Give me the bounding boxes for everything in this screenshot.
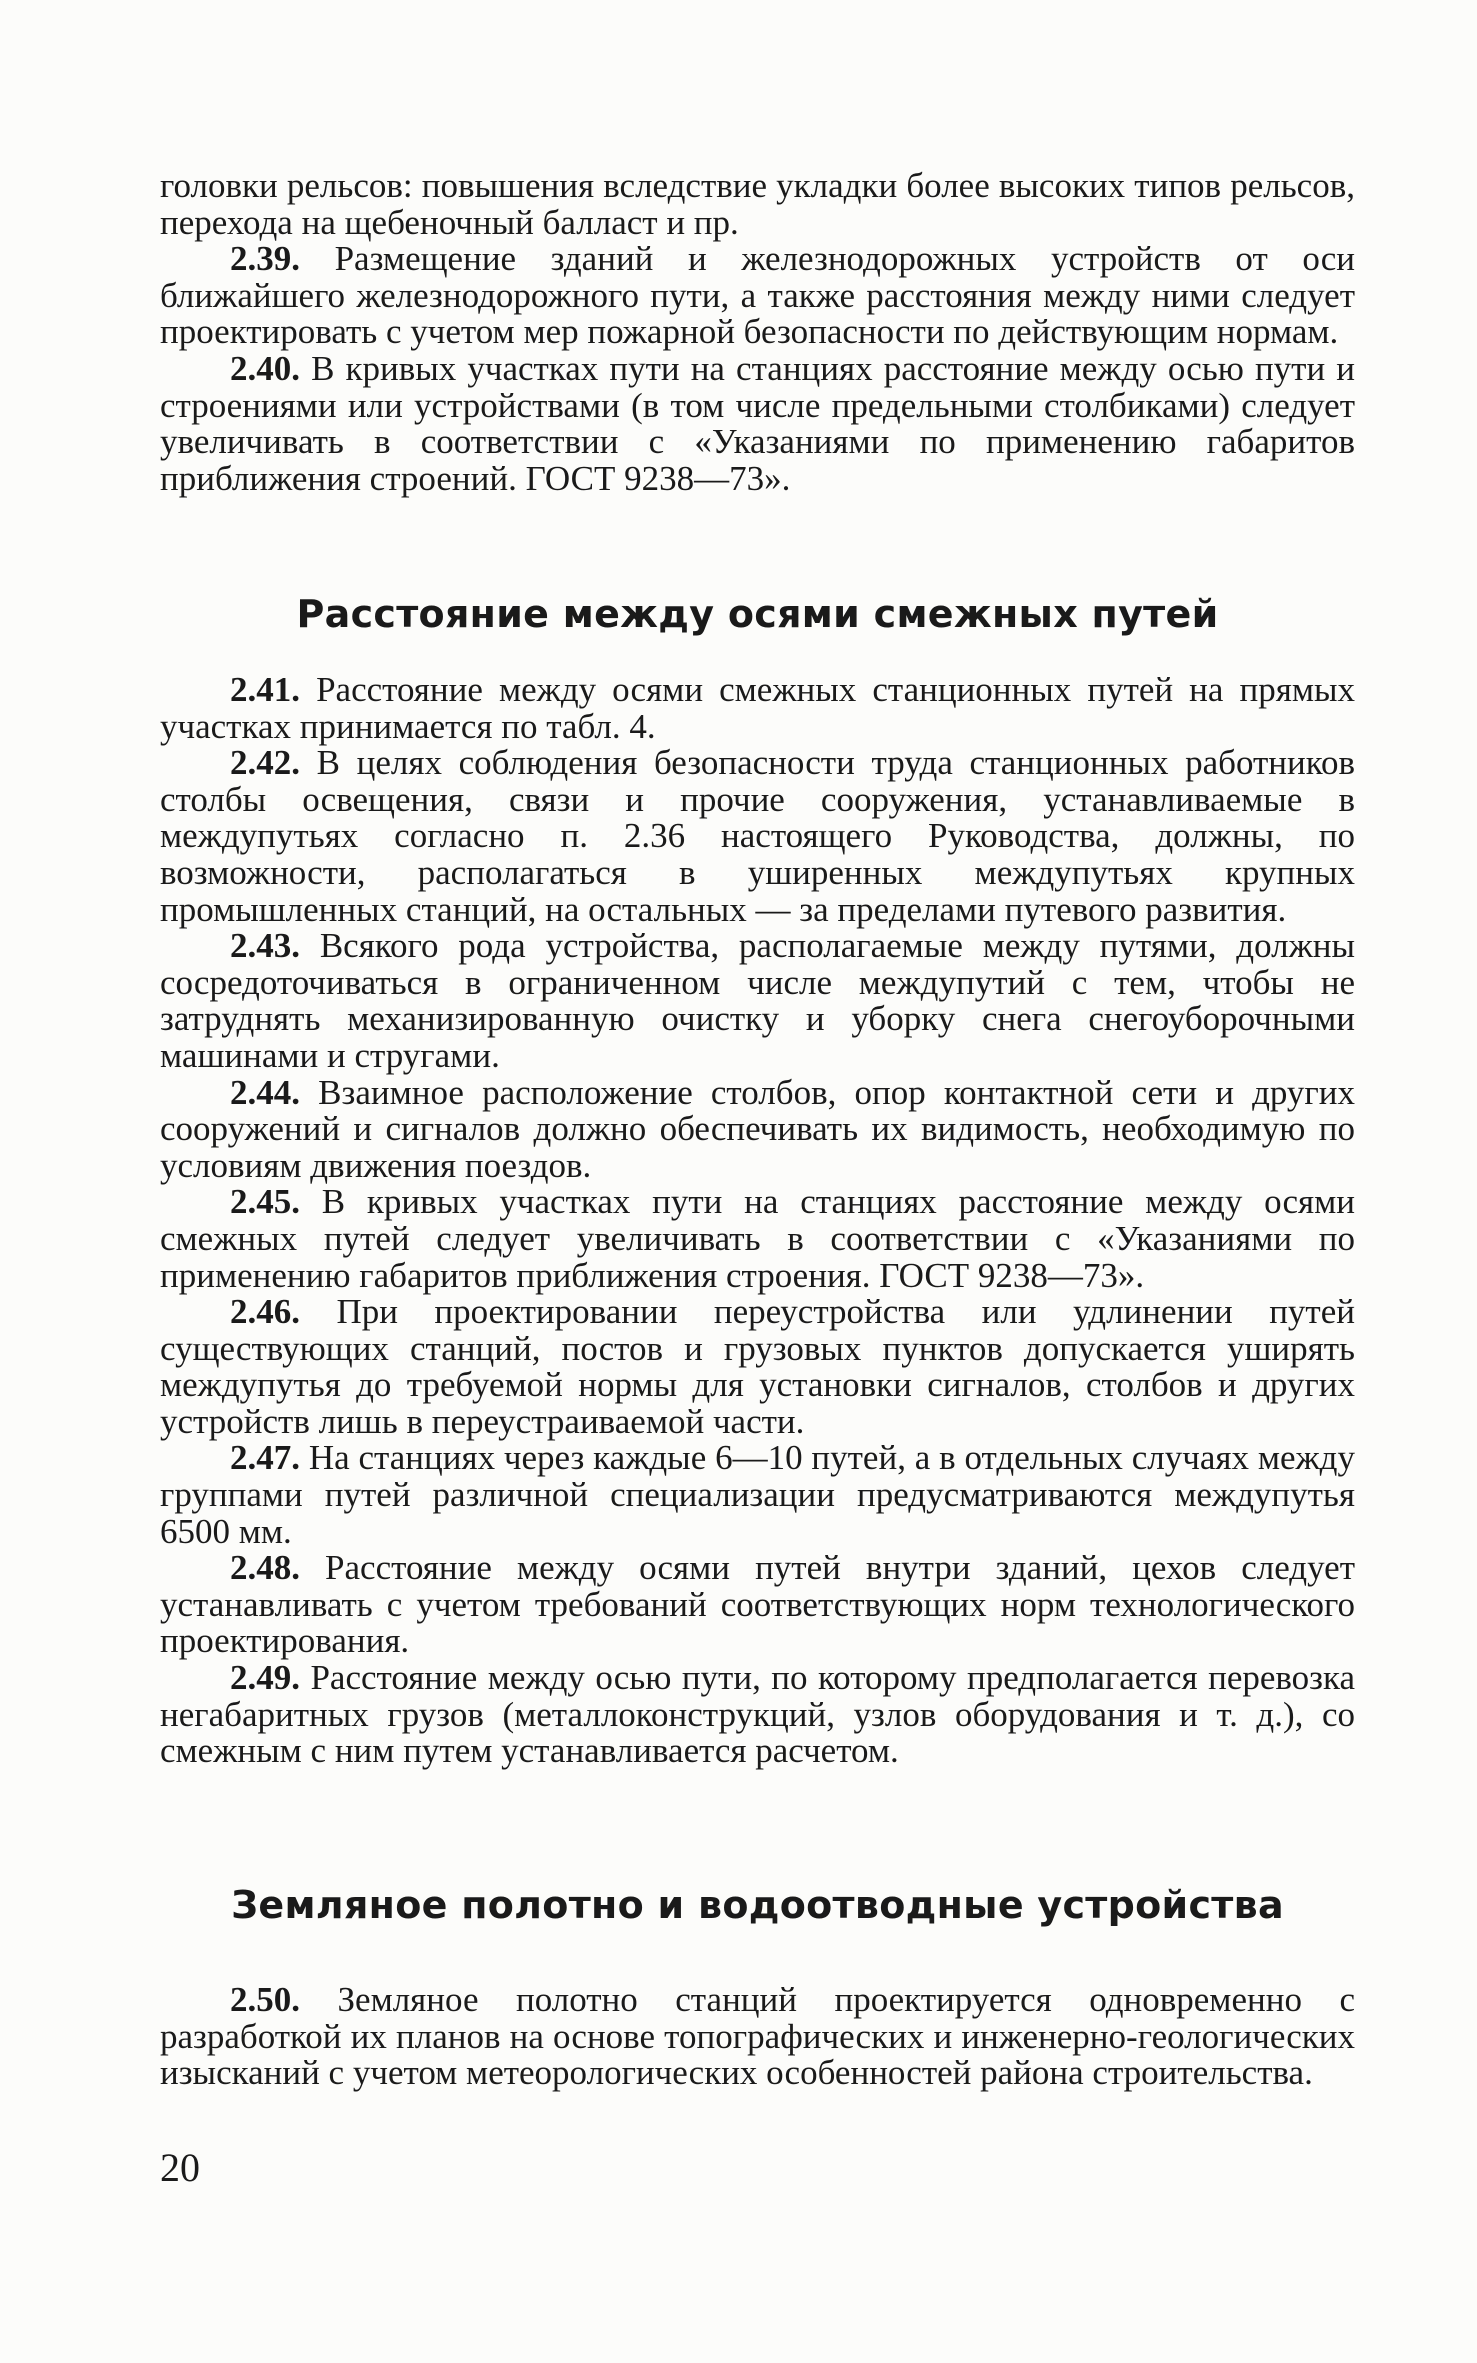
text-block-3: [160, 1982, 1355, 2092]
paragraph-2-48: 2.48. Расстояние между осями путей внутри зданий, цехов следует устанавливать с учетом требований соответствующих норм технологического проектирования.: [160, 1548, 1355, 1661]
page-number: 20: [160, 2145, 200, 2190]
paragraph-2-45: 2.45. В кривых участках пути на станциях расстояние между осями смежных путей следует увеличивать в соответствии с «Указаниями по применению габаритов приближения строения. ГОСТ 9238—73».: [160, 1182, 1356, 1295]
text-block-2: [160, 672, 1355, 1770]
paragraph-2-42: 2.42. В целях соблюдения безопасности труда станционных работников столбы освещения, связи и прочие сооружения, устанавливаемые в междупутьях согласно п. 2.36 настоящего Руководства, должны, по возможности, располагаться в уширенных междупутьях крупных промышленных станций, на остальных — за пределами путевого развития.: [160, 743, 1355, 929]
section-heading-track-spacing: Расстояние между осями смежных путей: [296, 592, 1219, 636]
paragraph-2-50: 2.50. Земляное полотно станций проектируется одновременно с разработкой их планов на основе топографических и инженерно-геологических изысканий с учетом метеорологических особенностей района строительства.: [160, 1980, 1355, 2093]
section-heading-roadbed-drainage: Земляное полотно и водоотводные устройства: [231, 1883, 1284, 1927]
paragraph-2-46: 2.46. При проектировании переустройства или удлинении путей существующих станций, постов и грузовых пунктов допускается уширять междупутья до требуемой нормы для установки сигналов, столбов и других устройств лишь в переустраиваемой части.: [160, 1292, 1355, 1441]
paragraph-2-39: 2.39. Размещение зданий и железнодорожных устройств от оси ближайшего железнодорожного пути, а также расстояния между ними следует проектировать с учетом мер пожарной безопасности по действующим нормам.: [160, 239, 1355, 352]
paragraph-2-47: 2.47. На станциях через каждые 6—10 путей, а в отдельных случаях между группами путей различной специализации предусматриваются междупутья 6500 мм.: [160, 1438, 1355, 1551]
paragraph-2-44: 2.44. Взаимное расположение столбов, опор контактной сети и других сооружений и сигналов должно обеспечивать их видимость, необходимую по условиям движения поездов.: [160, 1072, 1356, 1185]
paragraph-continuation: головки рельсов: повышения вследствие укладки более высоких типов рельсов, перехода на щебеночный балласт и пр.: [160, 166, 1355, 242]
paragraph-2-49: 2.49. Расстояние между осью пути, по которому предполагается перевозка негабаритных грузов (металлоконструкций, узлов оборудования и т. д.), со смежным с ним путем устанавливается расчетом.: [160, 1658, 1356, 1771]
paragraph-2-41: 2.41. Расстояние между осями смежных станционных путей на прямых участках принимается по табл. 4.: [160, 670, 1356, 746]
paragraph-2-43: 2.43. Всякого рода устройства, располагаемые между путями, должны сосредоточиваться в ограниченном числе междупутий с тем, чтобы не затруднять механизированную очистку и уборку снега снегоуборочными машинами и стругами.: [160, 926, 1356, 1075]
paragraph-2-40: 2.40. В кривых участках пути на станциях расстояние между осью пути и строениями или устройствами (в том числе предельными столбиками) следует увеличивать в соответствии с «Указаниями по применению габаритов приближения строений. ГОСТ 9238—73».: [160, 348, 1356, 498]
text-block-1: [160, 168, 1355, 497]
